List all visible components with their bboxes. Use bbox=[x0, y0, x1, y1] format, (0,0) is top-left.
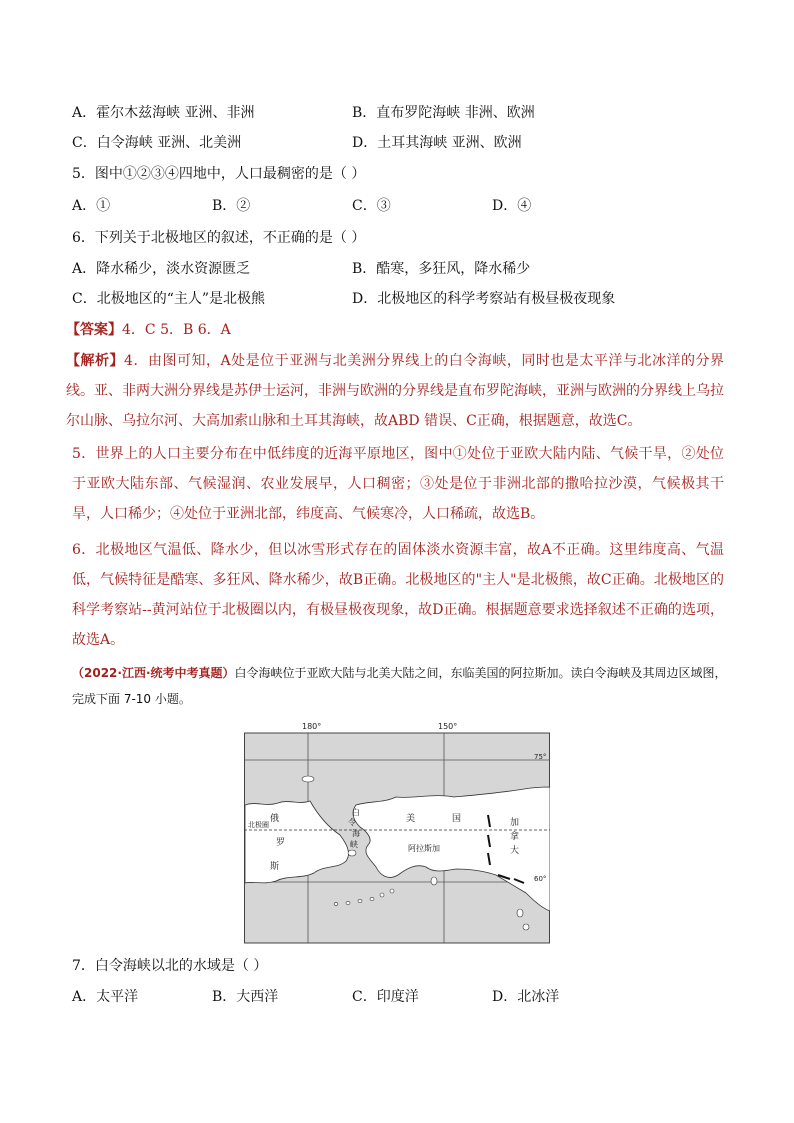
island bbox=[334, 903, 338, 906]
strait-label-4: 峡 bbox=[350, 840, 358, 849]
canada-label-3: 大 bbox=[510, 846, 520, 856]
q7-option-a: A．太平洋 bbox=[72, 989, 139, 1005]
q7-option-b: B．大西洋 bbox=[212, 989, 279, 1005]
usa-label-1: 美 bbox=[406, 814, 416, 824]
island bbox=[390, 889, 394, 893]
answer-tag: 【答案】 bbox=[66, 322, 122, 338]
q5-option-c: C．③ bbox=[352, 198, 391, 214]
island bbox=[358, 899, 362, 902]
island bbox=[431, 877, 437, 885]
intro-text: 白令海峡位于亚欧大陆与北美大陆之间，东临美国的阿拉斯加。读白令海峡及其周边区域图，完成下面 7-10 小题。 bbox=[72, 666, 727, 706]
lat-60-label: 60° bbox=[534, 875, 547, 883]
q6-option-b: B．酷寒，多狂风，降水稀少 bbox=[352, 261, 531, 277]
canada-label-2: 拿 bbox=[510, 832, 520, 842]
q3-option-b: B．直布罗陀海峡 非洲、欧洲 bbox=[352, 105, 535, 121]
russia-label-1: 俄 bbox=[270, 814, 280, 824]
q6-option-c: C．北极地区的“主人”是北极熊 bbox=[72, 291, 266, 307]
island bbox=[380, 893, 384, 897]
strait-label-1: 白 bbox=[352, 808, 360, 817]
q7-stem: 7．白令海峡以北的水域是（ ） bbox=[72, 958, 268, 974]
q3-option-c: C．白令海峡 亚洲、北美洲 bbox=[72, 135, 242, 151]
analysis-q6: 6．北极地区气温低、降水少，但以冰雪形式存在的固体淡水资源丰富，故A不正确。这里纬度高、气温低，气候特征是酷寒、多狂风、降水稀少，故B正确。北极地区的"主人"是北极熊，故C正确。北极地区的科学考察站--黄河站位于北极圈以内，有极昼极夜现象，故D正确。根据题意要求选择叙述不正确的选项，故选A。 bbox=[72, 542, 724, 648]
group-intro bbox=[72, 660, 732, 712]
lat-75-label: 75° bbox=[534, 753, 547, 761]
russia-label-2: 罗 bbox=[276, 838, 286, 848]
answer-line bbox=[66, 320, 231, 340]
strait-label-2: 令 bbox=[348, 818, 356, 827]
lon-180-label: 180° bbox=[302, 723, 322, 731]
q5-stem: 5．图中①②③④四地中，人口最稠密的是（ ） bbox=[72, 166, 366, 182]
lon-150-label: 150° bbox=[438, 723, 458, 731]
q3-option-a: A．霍尔木兹海峡 亚洲、非洲 bbox=[72, 105, 255, 121]
arctic-circle-label: 北极圈 bbox=[248, 821, 269, 829]
island bbox=[370, 897, 374, 900]
usa-label-2: 国 bbox=[452, 814, 462, 824]
analysis-q4 bbox=[66, 346, 724, 436]
analysis-q4-text: 4．由图可知，A处是位于亚洲与北美洲分界线上的白令海峡，同时也是太平洋与北冰洋的分界线。亚、非两大洲分界线是苏伊士运河，非洲与欧洲的分界线是直布罗陀海峡，亚洲与欧洲的分界线上乌拉尔山脉、乌拉尔河、大高加索山脉和土耳其海峡，故ABD 错误、C正确，根据题意，故选C。 bbox=[66, 353, 725, 429]
canada-label-1: 加 bbox=[510, 818, 520, 828]
intro-source: （2022·江西·统考中考真题） bbox=[72, 666, 235, 680]
q6-option-d: D．北极地区的科学考察站有极昼极夜现象 bbox=[352, 291, 616, 307]
bering-strait-map bbox=[244, 723, 550, 945]
russia-label-3: 斯 bbox=[270, 862, 280, 872]
alaska-label: 阿拉斯加 bbox=[408, 844, 440, 853]
answer-text: 4．C 5．B 6．A bbox=[122, 322, 231, 338]
strait-label-3: 海 bbox=[352, 829, 360, 838]
q5-option-d: D．④ bbox=[492, 198, 532, 214]
q3-option-d: D．土耳其海峡 亚洲、欧洲 bbox=[352, 135, 522, 151]
island bbox=[517, 909, 523, 917]
q5-option-a: A．① bbox=[72, 198, 111, 214]
q7-option-d: D．北冰洋 bbox=[492, 989, 560, 1005]
q6-stem: 6．下列关于北极地区的叙述，不正确的是（ ） bbox=[72, 230, 366, 246]
analysis-q5: 5．世界上的人口主要分布在中低纬度的近海平原地区，图中①处位于亚欧大陆内陆、气候干旱，②处位于亚欧大陆东部、气候湿润、农业发展早，人口稠密；③处是位于非洲北部的撒哈拉沙漠，气候极其干旱，人口稀少；④处位于亚洲北部，纬度高、气候寒冷，人口稀疏，故选B。 bbox=[72, 446, 724, 522]
island bbox=[348, 850, 356, 856]
q7-option-c: C．印度洋 bbox=[352, 989, 419, 1005]
island bbox=[346, 901, 350, 904]
q5-option-b: B．② bbox=[212, 198, 251, 214]
island bbox=[523, 924, 529, 930]
q6-option-a: A．降水稀少，淡水资源匮乏 bbox=[72, 261, 251, 277]
analysis-tag: 【解析】 bbox=[66, 353, 125, 369]
island bbox=[302, 776, 314, 782]
